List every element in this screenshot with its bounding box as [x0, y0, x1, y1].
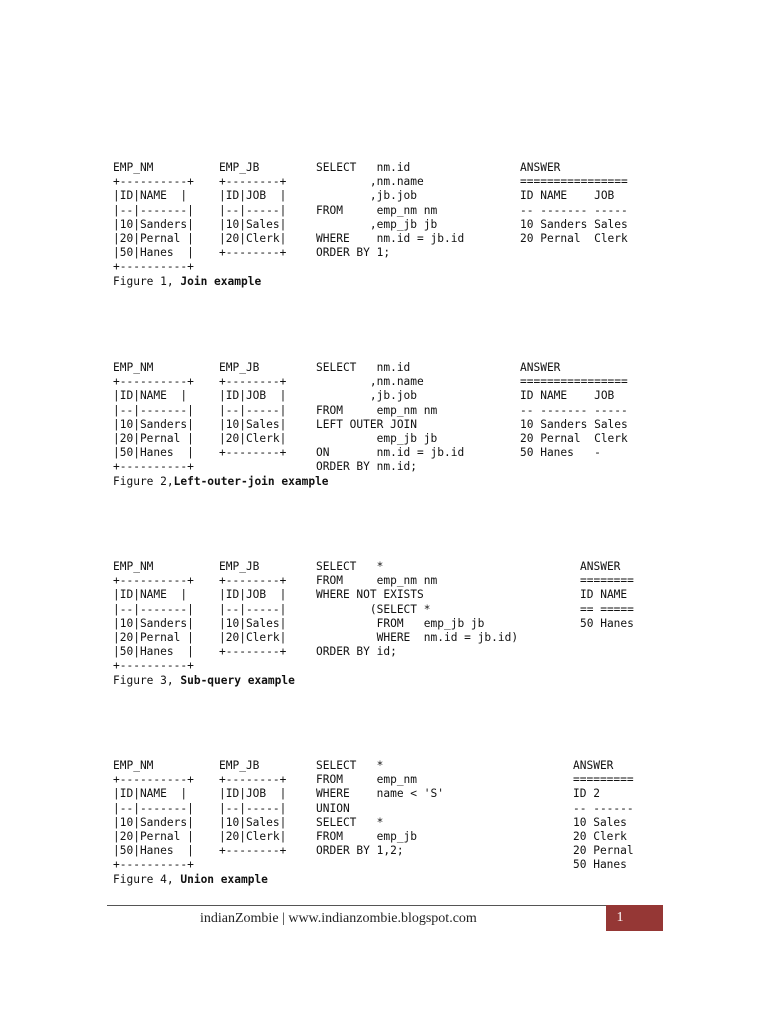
- emp-nm-line: |--|-------|: [113, 602, 194, 616]
- answer-line: 50 Hanes: [580, 616, 634, 630]
- emp-jb-table: [219, 560, 286, 659]
- query-line: ORDER BY nm.id;: [316, 460, 418, 474]
- answer-line: 50 Hanes -: [520, 446, 601, 460]
- answer-line: ========: [580, 574, 634, 588]
- answer-line: 10 Sales: [573, 815, 627, 829]
- emp-nm-line: EMP_NM: [113, 361, 154, 374]
- answer-line: == =====: [580, 602, 634, 616]
- emp-nm-line: |20|Pernal |: [113, 630, 194, 644]
- query-line: SELECT *: [316, 815, 384, 829]
- emp-nm-line: |50|Hanes |: [113, 844, 194, 858]
- query-line: UNION: [316, 801, 350, 815]
- answer-line: ID NAME JOB: [520, 389, 615, 403]
- caption-title: Sub-query example: [180, 673, 295, 687]
- query-line: WHERE nm.id = jb.id: [316, 231, 465, 245]
- answer-table: [520, 361, 628, 460]
- emp-jb-line: +--------+: [219, 246, 287, 260]
- emp-jb-line: |ID|JOB |: [219, 588, 287, 602]
- emp-nm-line: |20|Pernal |: [113, 231, 194, 245]
- emp-jb-line: EMP_JB: [219, 560, 260, 573]
- answer-line: 20 Clerk: [573, 829, 627, 843]
- emp-jb-line: |--|-----|: [219, 403, 287, 417]
- emp-jb-line: |ID|JOB |: [219, 189, 287, 203]
- query-line: FROM emp_jb: [316, 829, 418, 843]
- emp-nm-line: |ID|NAME |: [113, 389, 188, 403]
- query-line: SELECT nm.id: [316, 361, 411, 374]
- emp-nm-line: +----------+: [113, 375, 194, 389]
- emp-nm-line: +----------+: [113, 574, 194, 588]
- answer-line: 20 Pernal Clerk: [520, 231, 628, 245]
- query-line: WHERE nm.id = jb.id): [316, 630, 519, 644]
- query-line: SELECT *: [316, 560, 384, 573]
- page-number-box: [606, 905, 663, 931]
- query-line: ,jb.job: [316, 389, 418, 403]
- emp-jb-line: |ID|JOB |: [219, 787, 287, 801]
- emp-nm-line: +----------+: [113, 175, 194, 189]
- emp-nm-line: |--|-------|: [113, 203, 194, 217]
- answer-line: ANSWER: [573, 759, 614, 772]
- emp-nm-line: EMP_NM: [113, 560, 154, 573]
- query-line: ,emp_jb jb: [316, 217, 438, 231]
- emp-jb-line: +--------+: [219, 645, 287, 659]
- emp-jb-line: |20|Clerk|: [219, 630, 287, 644]
- emp-jb-table: [219, 161, 286, 260]
- caption-prefix: Figure 4,: [113, 872, 181, 886]
- emp-jb-line: |10|Sales|: [219, 616, 287, 630]
- sql-query: [316, 161, 464, 260]
- emp-nm-line: |50|Hanes |: [113, 645, 194, 659]
- figure-sub-query-example: [113, 560, 634, 687]
- answer-line: ANSWER: [580, 560, 621, 573]
- answer-line: ID 2: [573, 787, 600, 801]
- answer-table: [520, 161, 628, 246]
- answer-line: 10 Sanders Sales: [520, 417, 628, 431]
- query-line: FROM emp_nm: [316, 773, 418, 787]
- answer-line: ID NAME JOB: [520, 189, 615, 203]
- emp-nm-line: |ID|NAME |: [113, 588, 188, 602]
- emp-jb-line: +--------+: [219, 175, 287, 189]
- query-line: SELECT nm.id: [316, 161, 411, 174]
- caption-prefix: Figure 1,: [113, 274, 181, 288]
- sql-query: [316, 759, 444, 858]
- emp-nm-table: [113, 560, 194, 674]
- answer-table: [573, 759, 634, 873]
- query-line: ORDER BY id;: [316, 645, 397, 659]
- figure-caption: [113, 873, 268, 887]
- query-line: FROM emp_nm nm: [316, 203, 438, 217]
- emp-nm-line: |50|Hanes |: [113, 446, 194, 460]
- emp-jb-line: +--------+: [219, 375, 287, 389]
- emp-jb-line: EMP_JB: [219, 161, 260, 174]
- figure-left-outer-join-example: [113, 361, 628, 488]
- emp-nm-line: +----------+: [113, 460, 194, 474]
- query-line: (SELECT *: [316, 602, 431, 616]
- emp-jb-line: |20|Clerk|: [219, 829, 287, 843]
- query-line: ,jb.job: [316, 189, 418, 203]
- emp-jb-line: +--------+: [219, 844, 287, 858]
- emp-nm-table: [113, 361, 194, 475]
- sql-query: [316, 361, 464, 475]
- emp-nm-line: |--|-------|: [113, 403, 194, 417]
- query-line: FROM emp_nm nm: [316, 403, 438, 417]
- emp-jb-line: |10|Sales|: [219, 217, 287, 231]
- emp-jb-table: [219, 759, 286, 858]
- query-line: WHERE name < 'S': [316, 787, 444, 801]
- caption-prefix: Figure 2,: [113, 474, 174, 488]
- emp-jb-line: +--------+: [219, 574, 287, 588]
- emp-jb-line: |--|-----|: [219, 203, 287, 217]
- emp-jb-line: |20|Clerk|: [219, 231, 287, 245]
- figure-join-example: [113, 161, 628, 288]
- query-line: WHERE NOT EXISTS: [316, 588, 424, 602]
- emp-nm-line: |10|Sanders|: [113, 417, 194, 431]
- answer-line: ================: [520, 175, 628, 189]
- emp-jb-line: EMP_JB: [219, 361, 260, 374]
- emp-jb-line: |10|Sales|: [219, 815, 287, 829]
- emp-nm-line: |50|Hanes |: [113, 246, 194, 260]
- emp-nm-line: |20|Pernal |: [113, 431, 194, 445]
- emp-nm-line: |ID|NAME |: [113, 189, 188, 203]
- figure-caption: [113, 475, 329, 489]
- emp-nm-line: |10|Sanders|: [113, 616, 194, 630]
- footer-divider: [107, 905, 663, 906]
- answer-line: 20 Pernal Clerk: [520, 431, 628, 445]
- answer-line: 10 Sanders Sales: [520, 217, 628, 231]
- query-line: FROM emp_jb jb: [316, 616, 485, 630]
- query-line: ON nm.id = jb.id: [316, 446, 465, 460]
- emp-nm-line: +----------+: [113, 773, 194, 787]
- query-line: ORDER BY 1,2;: [316, 844, 404, 858]
- query-line: ,nm.name: [316, 375, 424, 389]
- answer-line: -- ------: [573, 801, 634, 815]
- emp-nm-line: |--|-------|: [113, 801, 194, 815]
- emp-jb-line: +--------+: [219, 446, 287, 460]
- emp-jb-line: |--|-----|: [219, 602, 287, 616]
- query-line: FROM emp_nm nm: [316, 574, 438, 588]
- emp-jb-line: EMP_JB: [219, 759, 260, 772]
- emp-nm-line: EMP_NM: [113, 161, 154, 174]
- answer-line: 50 Hanes: [573, 858, 627, 872]
- sql-query: [316, 560, 518, 659]
- emp-nm-line: +----------+: [113, 659, 194, 673]
- answer-line: -- ------- -----: [520, 203, 628, 217]
- page-number: 1: [616, 910, 624, 925]
- emp-nm-line: +----------+: [113, 260, 194, 274]
- answer-line: ANSWER: [520, 161, 561, 174]
- footer-text: indianZombie | www.indianzombie.blogspot.com: [200, 911, 477, 926]
- answer-line: =========: [573, 773, 634, 787]
- emp-nm-table: [113, 161, 194, 275]
- answer-line: ANSWER: [520, 361, 561, 374]
- answer-line: 20 Pernal: [573, 844, 634, 858]
- emp-nm-table: [113, 759, 194, 873]
- answer-table: [580, 560, 634, 631]
- query-line: SELECT *: [316, 759, 384, 772]
- query-line: emp_jb jb: [316, 431, 438, 445]
- emp-nm-line: |ID|NAME |: [113, 787, 188, 801]
- emp-nm-line: |10|Sanders|: [113, 217, 194, 231]
- emp-jb-line: |ID|JOB |: [219, 389, 287, 403]
- answer-line: -- ------- -----: [520, 403, 628, 417]
- emp-nm-line: +----------+: [113, 858, 194, 872]
- query-line: ,nm.name: [316, 175, 424, 189]
- answer-line: ID NAME: [580, 588, 628, 602]
- emp-nm-line: EMP_NM: [113, 759, 154, 772]
- emp-nm-line: |10|Sanders|: [113, 815, 194, 829]
- emp-jb-line: |--|-----|: [219, 801, 287, 815]
- figure-caption: [113, 674, 295, 688]
- emp-jb-line: |20|Clerk|: [219, 431, 287, 445]
- answer-line: ================: [520, 375, 628, 389]
- emp-nm-line: |20|Pernal |: [113, 829, 194, 843]
- query-line: LEFT OUTER JOIN: [316, 417, 418, 431]
- caption-title: Union example: [180, 872, 268, 886]
- emp-jb-line: |10|Sales|: [219, 417, 287, 431]
- caption-title: Left-outer-join example: [173, 474, 329, 488]
- query-line: ORDER BY 1;: [316, 246, 391, 260]
- figure-union-example: [113, 759, 634, 886]
- emp-jb-line: +--------+: [219, 773, 287, 787]
- emp-jb-table: [219, 361, 286, 460]
- caption-prefix: Figure 3,: [113, 673, 181, 687]
- figure-caption: [113, 275, 261, 289]
- caption-title: Join example: [180, 274, 262, 288]
